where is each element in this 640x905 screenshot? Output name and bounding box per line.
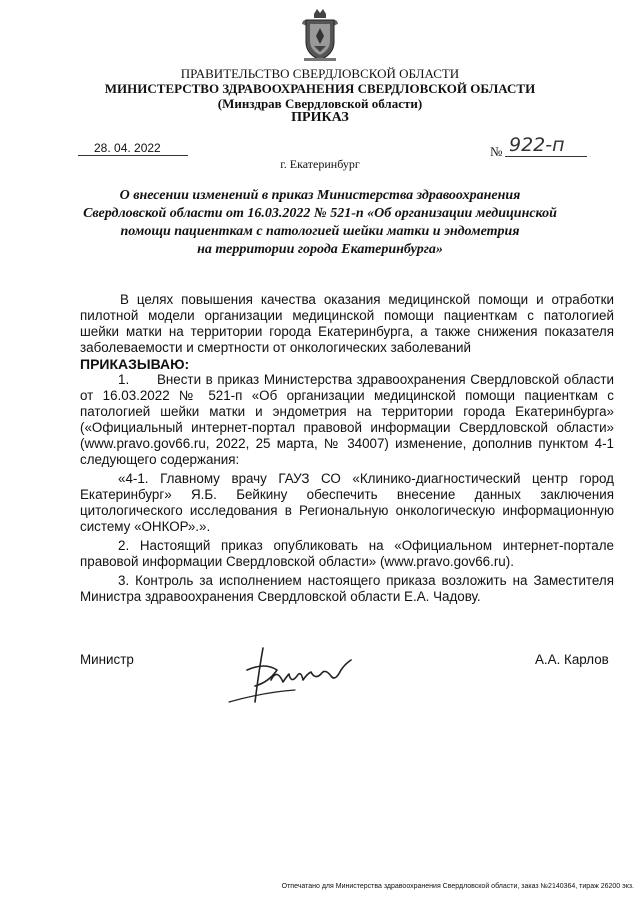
print-footer: Отпечатано для Министерства здравоохранения Свердловской области, заказ №2140364, тираж 26200 экз. [281, 883, 634, 890]
handwritten-signature [225, 640, 365, 710]
document-body [80, 292, 614, 605]
item1-line: патологией шейки матки и эндометрия на территории города Екатеринбурга» [80, 404, 614, 419]
item3-line: 3. Контроль за исполнением настоящего приказа возложить на Заместителя [118, 573, 614, 588]
government-name: ПРАВИТЕЛЬСТВО СВЕРДЛОВСКОЙ ОБЛАСТИ [180, 66, 460, 81]
quote-line: «4-1. Главному врачу ГАУЗ СО «Клинико-диагностический центр город [118, 471, 614, 486]
document-type: ПРИКАЗ [291, 110, 349, 125]
document-date: 28. 04. 2022 [78, 141, 188, 156]
preamble-line: В целях повышения качества оказания медицинской помощи и отработки [120, 292, 614, 307]
item3-line: Министра здравоохранения Свердловской области Е.А. Чадову. [80, 589, 481, 604]
city: г. Екатеринбург [280, 157, 360, 171]
item2-line: 2. Настоящий приказ опубликовать на «Официальном интернет-портале [118, 538, 614, 553]
quote-line: Екатеринбург» Я.Б. Бейкину обеспечить внесение данных заключения [80, 487, 614, 502]
coat-of-arms-emblem [300, 8, 340, 64]
ministry-short-name: (Минздрав Свердловской области) [217, 96, 423, 111]
preamble-line: шейки матки на территории города Екатеринбурга, а также снижения показателя [80, 324, 614, 339]
title-line: Свердловской области от 16.03.2022 № 521-п «Об организации медицинской [83, 206, 557, 221]
ministry-name: МИНИСТЕРСТВО ЗДРАВООХРАНЕНИЯ СВЕРДЛОВСКОЙ ОБЛАСТИ [104, 81, 536, 96]
title-line: на территории города Екатеринбурга» [197, 242, 443, 257]
quote-line: цитологического исследования в Региональную онкологическую информационную [80, 503, 614, 518]
signatory-name: А.А. Карлов [535, 652, 609, 667]
quote-line: систему «ОНКОР».». [80, 519, 211, 534]
title-line: помощи пациенткам с патологией шейки матки и эндометрия [120, 224, 520, 239]
item1-line: следующего содержания: [80, 452, 240, 467]
document-title [0, 187, 640, 259]
signatory-position: Министр [80, 652, 134, 667]
item1-line: 1. Внести в приказ Министерства здравоохранения Свердловской области [118, 372, 614, 387]
item1-line: от 16.03.2022 № 521-п «Об организации медицинской помощи пациенткам с [80, 388, 614, 403]
item1-line: (www.pravo.gov66.ru, 2022, 25 марта, № 34007) изменение, дополнив пунктом 4-1 [80, 436, 614, 451]
item2-line: правовой информации Свердловской области» (www.pravo.gov66.ru). [80, 554, 514, 569]
title-line: О внесении изменений в приказ Министерства здравоохранения [119, 188, 521, 203]
preamble-line: пилотной модели организации медицинской помощи пациенткам с патологией [80, 308, 614, 323]
order-word: ПРИКАЗЫВАЮ: [80, 356, 190, 372]
number-sign: № [490, 144, 503, 159]
item1-line: («Официальный интернет-портал правовой информации Свердловской области» [80, 420, 614, 435]
preamble-line: заболеваемости и смертности от онкологических заболеваний [80, 340, 472, 355]
document-number: 922-п [505, 134, 587, 157]
